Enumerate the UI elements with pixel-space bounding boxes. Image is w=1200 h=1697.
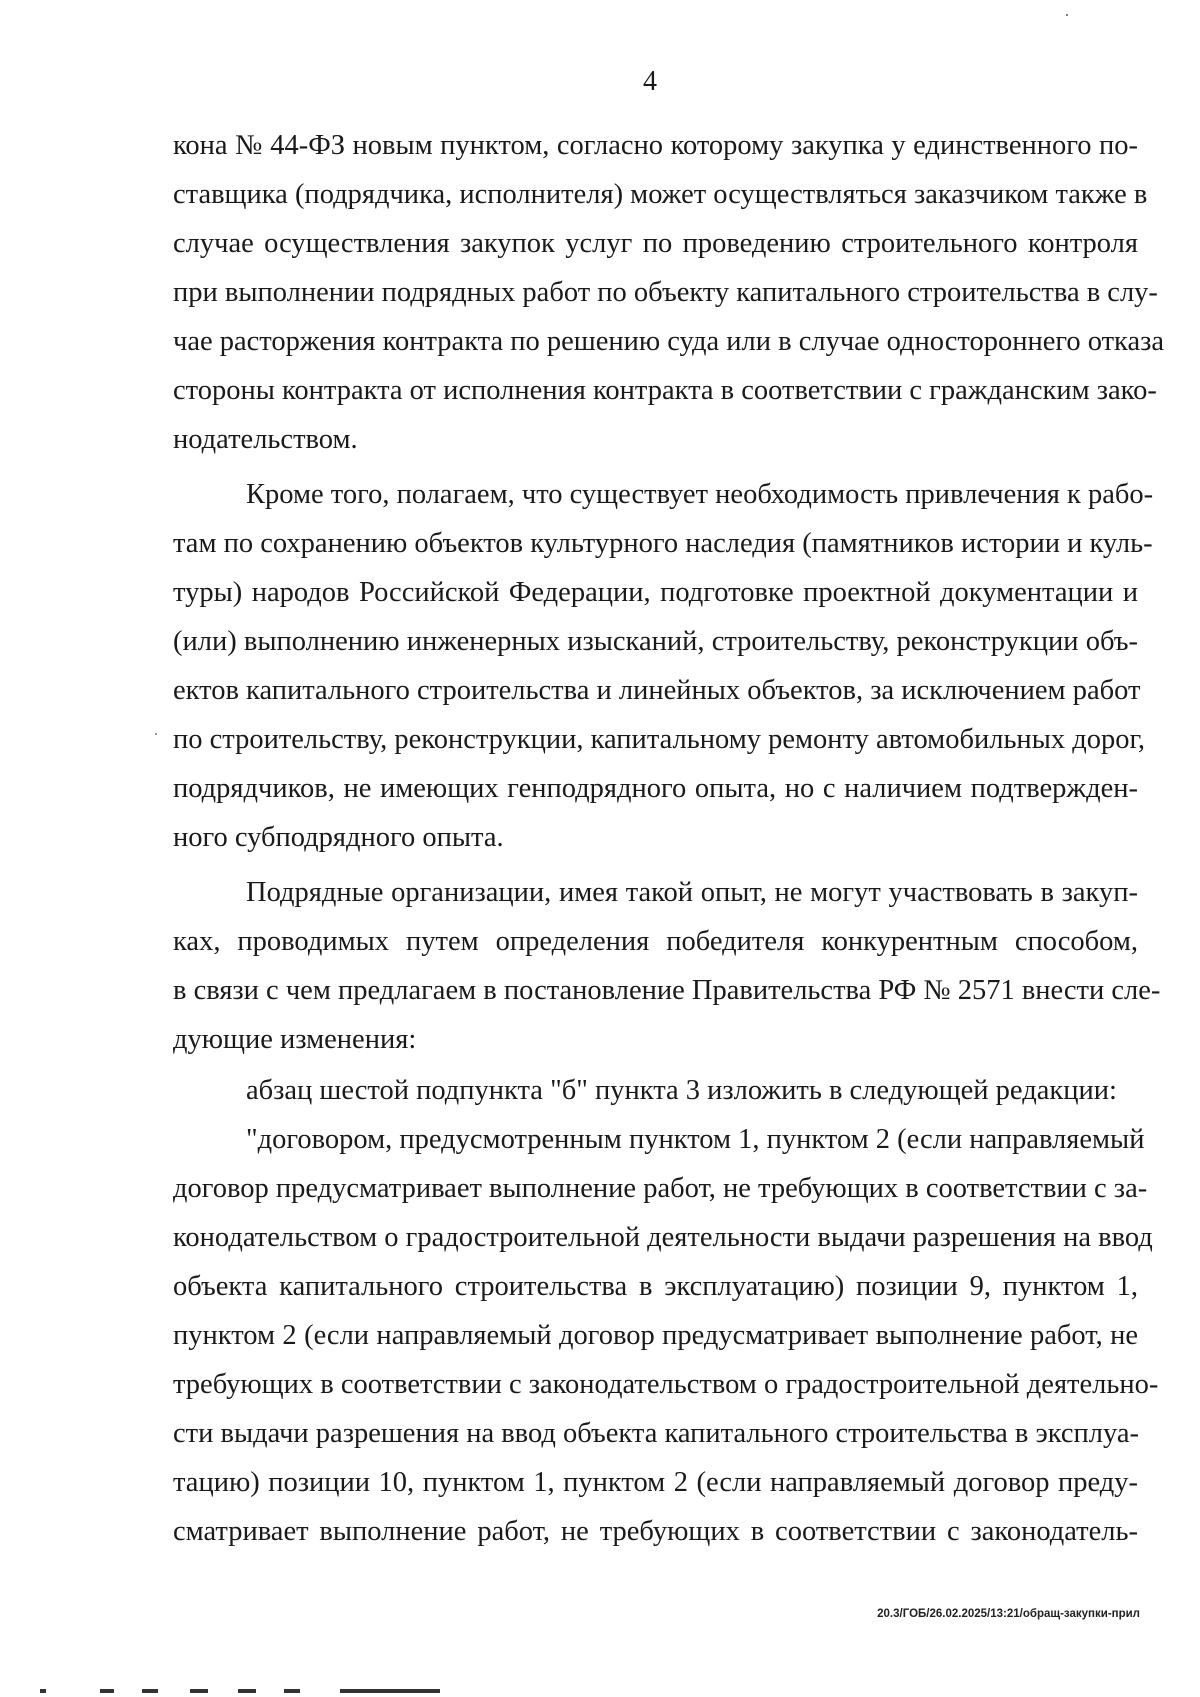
scan-mark xyxy=(238,1689,256,1693)
text-line: Кроме того, полагаем, что существует необходимость привлечения к рабо- xyxy=(246,479,1154,510)
text-line: (или) выполнению инженерных изысканий, строительству, реконструкции объ- xyxy=(173,626,1138,657)
text-line: требующих в соответствии с законодательством о градостроительной деятельно- xyxy=(173,1369,1159,1400)
paragraph xyxy=(173,470,1154,862)
text-line: при выполнении подрядных работ по объекту капитального строительства в слу- xyxy=(173,277,1158,308)
document-body xyxy=(173,121,1165,1556)
document-footer-id: 20.3/ГОБ/26.02.2025/13:21/обращ-закупки-прил xyxy=(877,1608,1140,1620)
text-line: сматривает выполнение работ, не требующих в соответствии с законодатель- xyxy=(173,1516,1138,1547)
text-line: договор предусматривает выполнение работ, не требующих в соответствии с за- xyxy=(173,1173,1148,1204)
text-line: по строительству, реконструкции, капитальному ремонту автомобильных дорог, xyxy=(173,724,1146,755)
text-line: нодательством. xyxy=(173,424,358,455)
text-line: стороны контракта от исполнения контракта в соответствии с гражданским зако- xyxy=(173,375,1157,406)
text-line: случае осуществления закупок услуг по проведению строительного контроля xyxy=(173,228,1138,259)
text-line: чае расторжения контракта по решению суда или в случае одностороннего отказа xyxy=(173,326,1165,357)
text-line: конодательством о градостроительной деятельности выдачи разрешения на ввод xyxy=(173,1222,1153,1253)
scan-mark xyxy=(100,1689,114,1693)
paragraph xyxy=(173,868,1161,1064)
scan-edge-marks xyxy=(40,1686,460,1697)
text-line: ставщика (подрядчика, исполнителя) может осуществляться заказчиком также в xyxy=(173,179,1148,210)
scan-speck xyxy=(155,733,157,735)
text-line: Подрядные организации, имея такой опыт, не могут участвовать в закуп- xyxy=(246,877,1138,908)
text-line: абзац шестой подпункта "б" пункта 3 изложить в следующей редакции: xyxy=(246,1075,1117,1106)
text-line: дующие изменения: xyxy=(173,1024,417,1055)
text-line: тацию) позиции 10, пунктом 1, пунктом 2 (если направляемый договор преду- xyxy=(173,1467,1138,1498)
scan-speck xyxy=(1066,14,1068,16)
scan-mark xyxy=(40,1689,46,1693)
text-line: ектов капитального строительства и линейных объектов, за исключением работ xyxy=(173,675,1141,706)
text-line: сти выдачи разрешения на ввод объекта капитального строительства в эксплуа- xyxy=(173,1418,1140,1449)
text-line: кона № 44-ФЗ новым пунктом, согласно которому закупка у единственного по- xyxy=(173,130,1138,161)
page-number: 4 xyxy=(643,66,657,97)
text-line: в связи с чем предлагаем в постановление Правительства РФ № 2571 внести сле- xyxy=(173,975,1161,1006)
paragraph xyxy=(173,1115,1159,1556)
scan-mark xyxy=(284,1689,300,1693)
text-line: туры) народов Российской Федерации, подготовке проектной документации и xyxy=(173,577,1138,608)
text-line: пунктом 2 (если направляемый договор предусматривает выполнение работ, не xyxy=(173,1320,1138,1351)
scan-mark xyxy=(340,1689,440,1693)
scan-mark xyxy=(142,1689,158,1693)
text-line: объекта капитального строительства в эксплуатацию) позиции 9, пунктом 1, xyxy=(173,1271,1138,1302)
paragraph xyxy=(173,1066,1138,1115)
text-line: "договором, предусмотренным пунктом 1, пунктом 2 (если направляемый xyxy=(246,1124,1145,1155)
text-line: ках, проводимых путем определения победителя конкурентным способом, xyxy=(173,926,1138,957)
text-line: ного субподрядного опыта. xyxy=(173,822,504,853)
text-line: там по сохранению объектов культурного наследия (памятников истории и куль- xyxy=(173,528,1153,559)
text-line: подрядчиков, не имеющих генподрядного опыта, но с наличием подтвержден- xyxy=(173,773,1138,804)
scan-mark xyxy=(190,1689,208,1693)
paragraph xyxy=(173,121,1165,464)
